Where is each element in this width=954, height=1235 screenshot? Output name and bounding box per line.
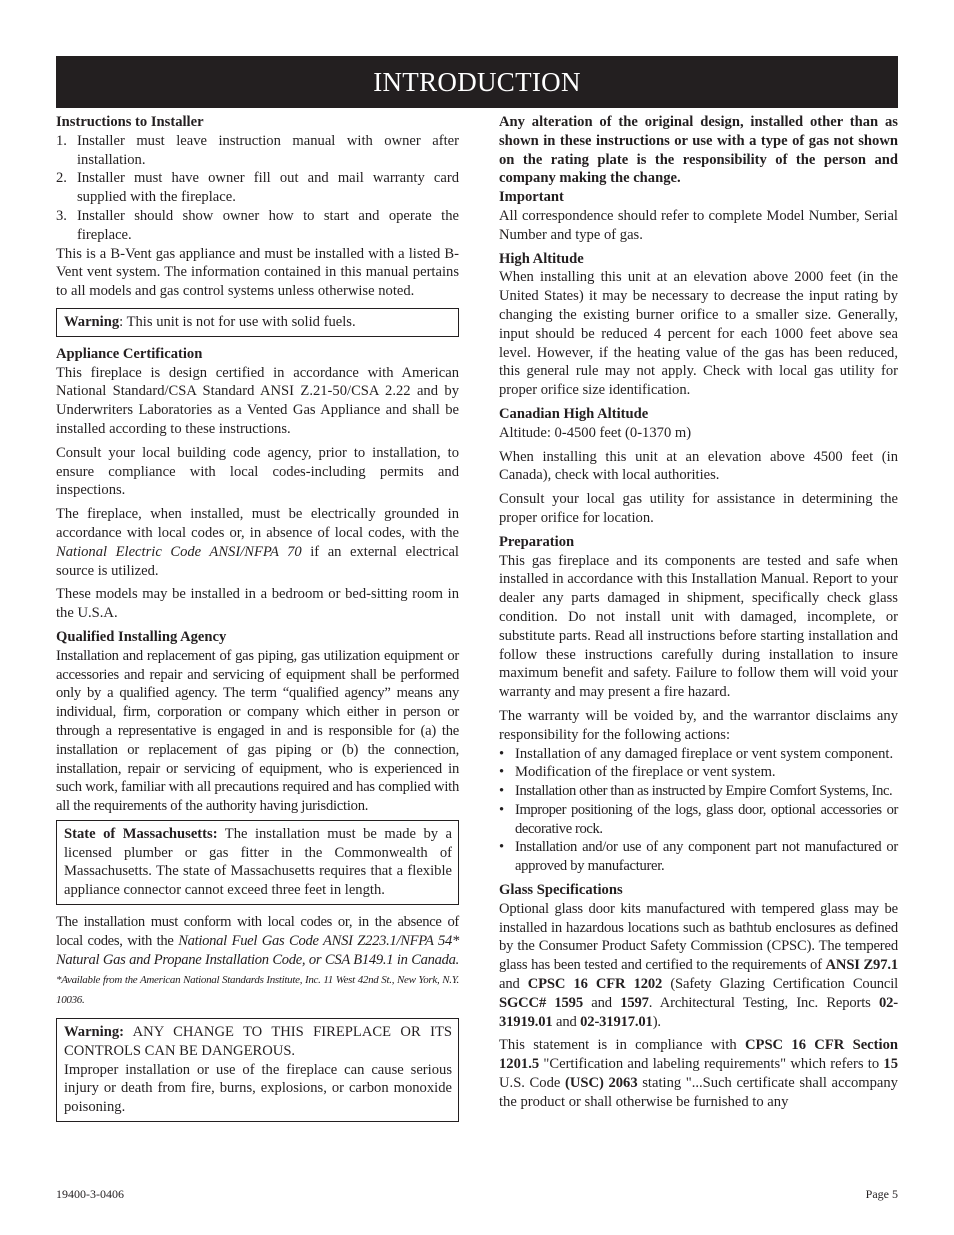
glass-standard: ANSI Z97.1 (825, 957, 898, 974)
warranty-list (499, 745, 898, 877)
glass-text: and (582, 994, 621, 1011)
massachusetts-text: The installation must be made by a licensed plumber or gas fitter in the Commonwealth of Massachusetts. The state of Massachusetts requires that a flexible appliance connector cannot exceed three feet in length. (64, 825, 452, 899)
codes-footnote: *Available from the American National Standards Institute, Inc. 11 West 42nd St., New York, N.Y. 10036. (56, 974, 459, 1007)
warning-label: Warning (64, 313, 120, 330)
canadian-altitude-paragraph: When installing this unit at an elevation above 4500 feet (in Canada), check with local authorities. (499, 448, 898, 484)
altitude-paragraph: When installing this unit at an elevation above 2000 feet (in the United States) it may be necessary to decrease the input rating by changing the existing burner orifice to a smaller size. Generally, input should be reduced 4 percent for each 1000 feet above sea level. However, if the heating value of the gas has been reduced, this general rule may not apply. Check with local gas utility for proper orifice size identification. (499, 269, 898, 399)
codes-reference: National Fuel Gas Code ANSI Z223.1/NFPA 54* Natural Gas and Propane Installation Code, or CSA B149.1 in Canada. (56, 932, 459, 968)
glass-standard: 1597 (620, 994, 649, 1011)
warning-text: : This unit is not for use with solid fuels. (119, 313, 356, 330)
statement-text: stating "...Such certificate shall accompany the product or shall otherwise be furnished to any (499, 1075, 898, 1110)
grounding-text-end: if an external electrical source is utilized. (56, 543, 459, 579)
glass-text: . Architectural Testing, Inc. Reports (648, 994, 879, 1011)
important-paragraph: All correspondence should refer to complete Model Number, Serial Number and type of gas. (499, 207, 898, 243)
list-text: Installation and/or use of any component part not manufactured or approved by manufacturer. (515, 839, 898, 875)
bullet: • (499, 745, 505, 762)
bullet: • (499, 801, 504, 818)
bvent-paragraph: This is a B-Vent gas appliance and must be installed with a listed B-Vent vent system. The information contained in this manual pertains to all models and gas control systems unless otherwise noted. (56, 245, 459, 300)
statement-reference: CPSC 16 CFR Section 1201.5 (499, 1037, 898, 1073)
preparation-heading: Preparation (499, 533, 575, 550)
solid-fuel-warning-box (56, 308, 459, 337)
part-number: 19400-3-0406 (56, 1187, 124, 1201)
list-item (499, 838, 898, 876)
list-number: 1. (56, 132, 67, 149)
bullet: • (499, 764, 505, 781)
glass-report: 02-31919.01 (499, 994, 898, 1030)
danger-warning-caps: ANY CHANGE TO THIS FIREPLACE OR ITS CONTROLS CAN BE DANGEROUS. (64, 1024, 452, 1059)
glass-text: Optional glass door kits manufactured with tempered glass may be installed in hazardous locations such as bathtub enclosures as defined by the Consumer Product Safety Commission (CPSC). The tempered glass has been tested and certified to the requirements of (499, 900, 898, 974)
preparation-paragraph: This gas fireplace and its components are tested and safe when installed in accordance with this Installation Manual. Report to your dealer any parts damaged in shipment, specifically check glass condition. Do not install unit with damaged, incomplete, or substitute parts. Read all instructions before starting installation and follow these instructions carefully during installation to insure maximum benefit and safety. Failure to follow them will void your warranty and may present a fire hazard. (499, 552, 898, 701)
canadian-altitude-range: Altitude: 0-4500 feet (0-1370 m) (499, 424, 692, 441)
massachusetts-box (56, 820, 459, 905)
statement-paragraph (499, 1036, 898, 1111)
glass-text: ). (652, 1013, 661, 1030)
right-column (499, 113, 898, 1112)
page-title: INTRODUCTION (373, 67, 581, 97)
statement-reference: (USC) 2063 (564, 1075, 638, 1092)
statement-reference: 15 (883, 1056, 898, 1073)
grounding-text: The fireplace, when installed, must be electrically grounded in accordance with local codes or, in absence of local codes, with the (56, 506, 459, 541)
danger-warning-box (56, 1018, 459, 1122)
bullet: • (499, 783, 504, 800)
bedroom-paragraph: These models may be installed in a bedroom or bed-sitting room in the U.S.A. (56, 586, 459, 622)
certification-heading: Appliance Certification (56, 345, 203, 362)
installer-heading: Instructions to Installer (56, 114, 204, 130)
list-number: 3. (56, 207, 67, 224)
list-item (499, 763, 898, 782)
list-text: Installer must have owner fill out and mail warranty card supplied with the fireplace. (77, 170, 459, 206)
glass-paragraph (499, 900, 898, 1032)
consult-paragraph: Consult your local building code agency, prior to installation, to ensure compliance with local codes-including permits and inspections. (56, 444, 459, 499)
list-item (499, 782, 898, 801)
glass-heading: Glass Specifications (499, 882, 623, 899)
bullet: • (499, 839, 504, 856)
glass-report: 02-31917.01 (580, 1013, 653, 1030)
left-column (56, 113, 459, 1127)
list-item (56, 169, 459, 207)
agency-heading: Qualified Installing Agency (56, 628, 227, 645)
statement-text: "Certification and labeling requirements" which refers to (539, 1056, 884, 1073)
glass-standard: SGCC# 1595 (499, 994, 583, 1011)
glass-text: and (499, 976, 528, 993)
important-heading: Important (499, 189, 564, 206)
list-item (56, 207, 459, 245)
certification-paragraph: This fireplace is design certified in accordance with American National Standard/CSA Standard ANSI Z.21-50/CSA 2.22 and by Underwriters Laboratories as a Vented Gas Appliance and shall be installed according to these instructions. (56, 364, 459, 437)
list-item (56, 132, 459, 170)
title-banner (56, 56, 898, 108)
danger-warning-label: Warning: (64, 1024, 125, 1041)
statement-text: This statement is in compliance with (499, 1037, 745, 1054)
glass-standard: CPSC 16 CFR 1202 (527, 976, 663, 993)
agency-paragraph: Installation and replacement of gas piping, gas utilization equipment or accessories and repair and servicing of equipment shall be performed only by a qualified agency. The term “qualified agency” means any individual, firm, corporation or company which either in person or through a representative is engaged in and is responsible for (a) the installation or replacement of gas piping or (b) the connection, installation, repair or servicing of equipment, who is experienced in such work, familiar with all precautions required and has complied with all the requirements of the authority having jurisdiction. (56, 647, 459, 815)
list-text: Installer should show owner how to start and operate the fireplace. (77, 207, 459, 243)
grounding-paragraph (56, 505, 459, 580)
list-item (499, 801, 898, 839)
statement-text: U.S. Code (499, 1075, 565, 1092)
codes-paragraph (56, 913, 459, 1010)
list-text: Improper positioning of the logs, glass door, optional accessories or decorative rock. (515, 801, 898, 837)
list-text: Installation of any damaged fireplace or vent system component. (515, 745, 894, 762)
list-number: 2. (56, 170, 67, 187)
danger-warning-text: Improper installation or use of the fireplace can cause serious injury or death from fire, burns, explosions, or carbon monoxide poisoning. (64, 1061, 452, 1116)
alteration-paragraph: Any alteration of the original design, installed other than as shown in these instructions or use with a type of gas not shown on the rating plate is the responsibility of the person and company making the change. (499, 114, 898, 187)
altitude-heading: High Altitude (499, 250, 584, 267)
page-number: Page 5 (865, 1187, 898, 1201)
glass-text: and (552, 1013, 581, 1030)
list-text: Installation other than as instructed by Empire Comfort Systems, Inc. (515, 783, 893, 800)
massachusetts-label: State of Massachusetts: (64, 825, 218, 842)
gas-utility-paragraph: Consult your local gas utility for assistance in determining the proper orifice for location. (499, 491, 898, 526)
list-text: Modification of the fireplace or vent system. (515, 764, 776, 781)
warranty-paragraph: The warranty will be voided by, and the warrantor disclaims any responsibility for the following actions: (499, 707, 898, 743)
list-item (499, 745, 898, 764)
list-text: Installer must leave instruction manual with owner after installation. (77, 132, 459, 168)
installer-list (56, 132, 459, 245)
grounding-code: National Electric Code ANSI/NFPA 70 (56, 543, 302, 560)
codes-text: The installation must conform with local codes or, in the absence of local codes, with the (56, 914, 459, 949)
glass-text: (Safety Glazing Certification Council (662, 976, 899, 993)
canadian-altitude-heading: Canadian High Altitude (499, 405, 649, 422)
